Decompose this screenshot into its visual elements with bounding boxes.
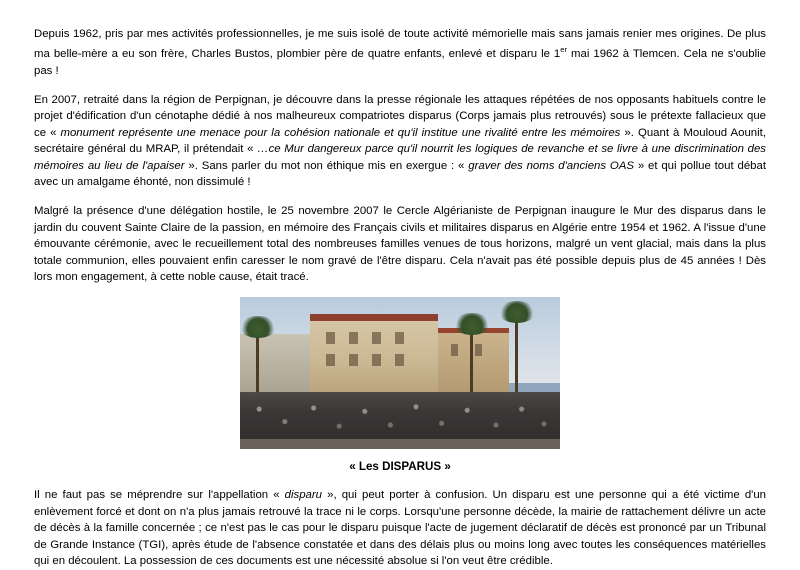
photo-window: [395, 354, 404, 367]
paragraph-2-quote-1: monument représente une menace pour la cohésion nationale et qu'il institue une rivalité entre les mémoires: [60, 126, 621, 139]
photo-ground: [240, 439, 560, 450]
paragraph-1-run-3: mai 1962 à Tlemcen. Cela ne s'oublie pas !: [34, 48, 766, 77]
paragraph-4-run-3: », qui peut porter à confusion. Un disparu est une personne qui a été victime d'un enlèvement forcé et dont on n'a plus jamais retrouvé la trace ni le corps. Lorsqu'une personne décède, la mairie de rattachement délivre un acte de décès à la famille concernée ; ce n'est pas le cas pour le disparu puisque l'acte de jugement déclaratif de décès est prononcé par un Tribunal de Grande Instance (TGI), après étude de l'absence constatée et dans des délais plus ou moins long avec toutes les conséquences matérielles qui en découlent. La possession de ces documents est une nécessité absolue si l'on veut être crédible.: [34, 489, 766, 568]
photo-window: [475, 344, 482, 355]
paragraph-3: [34, 203, 766, 285]
paragraph-2-quote-2: …ce Mur dangereux parce qu'il nourrit les logiques de revanche et se livre à une discrimination des mémoires au lieu de l'apaiser: [34, 143, 767, 172]
palm-tree-icon: [515, 313, 518, 392]
paragraph-2: [34, 92, 766, 190]
paragraph-1: [34, 26, 766, 79]
figure-disparus: [34, 297, 766, 473]
photo-building-right: [438, 328, 508, 392]
paragraph-1-run-1: Depuis 1962, pris par mes activités professionnelles, je me suis isolé de toute activité mémorielle mais sans jamais renier mes origines. De plus ma belle-mère a eu son frère, Charles Bustos, plombier père de quatre enfants, enlevé et disparu le 1: [34, 28, 766, 61]
palm-tree-icon: [470, 325, 473, 392]
paragraph-4: [34, 487, 766, 569]
photo-window: [372, 332, 381, 345]
photo-window: [451, 344, 458, 355]
paragraph-2-run-5: ». Sans parler du mot non éthique mis en exergue : «: [184, 159, 469, 172]
photo-window: [326, 332, 335, 345]
paragraph-2-run-7: » et qui pollue tout débat avec un amalgame éhonté, non dissimulé !: [34, 159, 766, 189]
photo-building-main: [310, 314, 438, 393]
photo-window: [349, 332, 358, 345]
paragraph-4-emphasis: disparu: [284, 489, 323, 502]
paragraph-2-quote-3: graver des noms d'anciens OAS: [468, 159, 634, 172]
photo-window: [372, 354, 381, 367]
paragraph-1-superscript: er: [560, 45, 568, 55]
paragraph-4-run-1: Il ne faut pas se méprendre sur l'appellation «: [34, 489, 285, 502]
paragraph-2-run-3: ». Quant à Mouloud Aounit, secrétaire général du MRAP, il prétendait «: [34, 126, 766, 156]
photo-window: [349, 354, 358, 367]
photo-window: [395, 332, 404, 345]
photo-window: [326, 354, 335, 367]
figure-caption: « Les DISPARUS »: [349, 460, 451, 474]
palm-tree-icon: [256, 328, 259, 392]
inauguration-photo: [240, 297, 560, 449]
paragraph-3-run-1: Malgré la présence d'une délégation hostile, le 25 novembre 2007 le Cercle Algérianiste de Perpignan inaugure le Mur des disparus dans le jardin du couvent Sainte Claire de la passion, en mémoire des Français civils et militaires disparus en Algérie entre 1954 et 1962. A l'issue d'une émouvante cérémonie, avec le recueillement total des nombreuses familles venues de tous horizons, malgré un vent glacial, mais dans la plus totale communion, elles pouvaient enfin caresser le nom gravé de l'être disparu. Cela n'avait pas été possible depuis plus de 45 années ! Dès lors mon engagement, à cette noble cause, était tracé.: [34, 205, 766, 284]
paragraph-2-run-1: En 2007, retraité dans la région de Perpignan, je découvre dans la presse régionale les attaques répétées de nos opposants habituels contre le projet d'édification d'un cénotaphe dédié à nos malheureux compatriotes disparus (Corps jamais plus retrouvés) sous le prétexte fallacieux que ce «: [34, 94, 766, 139]
photo-building-left: [240, 334, 310, 392]
